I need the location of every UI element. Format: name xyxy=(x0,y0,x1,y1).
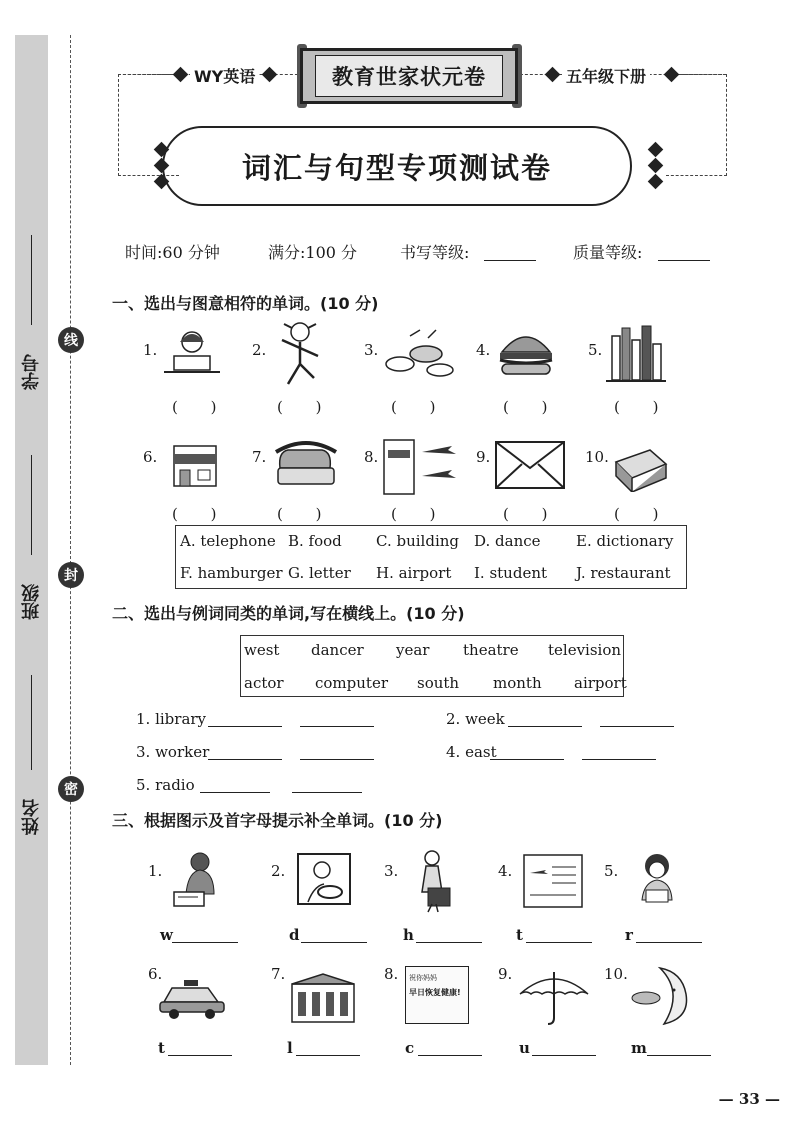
question-number: 9. xyxy=(498,965,513,983)
question-number: 7. xyxy=(271,965,286,983)
subject-tag: WY英语 xyxy=(190,64,259,87)
cut-line xyxy=(70,35,71,1065)
word-blank[interactable] xyxy=(636,928,702,943)
category-item: 2. week xyxy=(446,710,505,728)
hint-letter: u xyxy=(519,1039,530,1057)
word-bank-item: year xyxy=(396,641,430,659)
diamond-icon xyxy=(262,67,278,83)
hint-letter: t xyxy=(158,1039,165,1057)
seal-secret: 密 xyxy=(58,776,84,802)
question-number: 1. xyxy=(148,862,163,880)
page-title: 词汇与句型专项测试卷 xyxy=(162,126,632,206)
answer-blank[interactable] xyxy=(300,745,374,760)
hint-letter: m xyxy=(631,1039,647,1057)
hint-letter: w xyxy=(160,926,173,944)
options-box xyxy=(175,525,687,589)
answer-paren-7[interactable]: ( ) xyxy=(277,505,336,523)
option-item: A. telephone xyxy=(180,532,276,550)
time-info: 时间:60 分钟 xyxy=(125,243,220,262)
card-text-line2: 早日恢复健康! xyxy=(409,988,461,997)
reader-icon xyxy=(628,850,686,910)
question-number: 3. xyxy=(364,341,379,359)
question-number: 7. xyxy=(252,448,267,466)
option-item: B. food xyxy=(288,532,342,550)
header-dash-right xyxy=(666,74,727,176)
telephone-icon xyxy=(272,438,338,488)
taxi-icon xyxy=(158,972,226,1020)
answer-blank[interactable] xyxy=(208,712,282,727)
answer-blank[interactable] xyxy=(300,712,374,727)
option-item: C. building xyxy=(376,532,459,550)
ticket-icon xyxy=(522,853,584,909)
word-bank-item: actor xyxy=(244,674,284,692)
hint-letter: r xyxy=(625,926,633,944)
option-item: H. airport xyxy=(376,564,452,582)
diamond-icon xyxy=(648,158,664,174)
category-item: 3. worker xyxy=(136,743,210,761)
name-label: 姓名 xyxy=(21,799,42,835)
hint-letter: l xyxy=(287,1039,293,1057)
answer-blank[interactable] xyxy=(508,712,582,727)
word-blank[interactable] xyxy=(526,928,592,943)
word-blank[interactable] xyxy=(168,1041,232,1056)
student-icon xyxy=(160,326,224,384)
section3-title: 三、根据图示及首字母提示补全单词。(10 分) xyxy=(112,811,443,830)
word-blank[interactable] xyxy=(172,928,238,943)
series-banner xyxy=(300,48,518,104)
quality-grade-label: 质量等级: xyxy=(573,243,643,262)
student-id-label: 学号 xyxy=(21,354,42,390)
question-number: 8. xyxy=(384,965,399,983)
seal-seal: 封 xyxy=(58,562,84,588)
word-blank[interactable] xyxy=(301,928,367,943)
question-number: 1. xyxy=(143,341,158,359)
diamond-icon xyxy=(648,142,664,158)
seal-line: 线 xyxy=(58,327,84,353)
word-bank-box xyxy=(240,635,627,697)
letter-envelope-icon xyxy=(494,440,566,490)
handbag-icon xyxy=(412,848,456,914)
page-number: — 33 — xyxy=(718,1090,780,1108)
question-number: 8. xyxy=(364,448,379,466)
option-item: D. dance xyxy=(474,532,541,550)
writing-grade-label: 书写等级: xyxy=(400,243,470,262)
answer-blank[interactable] xyxy=(600,712,674,727)
option-item: I. student xyxy=(474,564,548,582)
word-blank[interactable] xyxy=(532,1041,596,1056)
word-bank-item: month xyxy=(493,674,542,692)
library-icon xyxy=(288,970,358,1026)
class-line xyxy=(31,455,32,555)
question-number: 10. xyxy=(585,448,609,466)
restaurant-icon xyxy=(170,440,220,490)
hamburger-icon xyxy=(494,326,558,384)
hint-letter: c xyxy=(405,1039,415,1057)
question-number: 6. xyxy=(148,965,163,983)
category-item: 4. east xyxy=(446,743,497,761)
category-item: 5. radio xyxy=(136,776,195,794)
option-item: G. letter xyxy=(288,564,351,582)
writing-grade-blank[interactable] xyxy=(484,246,536,261)
answer-blank[interactable] xyxy=(490,745,564,760)
airport-icon xyxy=(380,432,460,496)
question-number: 4. xyxy=(476,341,491,359)
question-number: 2. xyxy=(252,341,267,359)
answer-paren-5[interactable]: ( ) xyxy=(614,398,673,416)
card-text-line1: 祝你妈妈 xyxy=(409,974,437,982)
question-number: 6. xyxy=(143,448,158,466)
word-bank-item: theatre xyxy=(463,641,519,659)
city-buildings-icon xyxy=(606,324,666,386)
food-icon xyxy=(380,326,460,384)
question-number: 10. xyxy=(604,965,628,983)
section2-title: 二、选出与例词同类的单词,写在横线上。(10 分) xyxy=(112,604,465,623)
word-bank-item: south xyxy=(417,674,460,692)
answer-paren-1[interactable]: ( ) xyxy=(172,398,231,416)
question-number: 2. xyxy=(271,862,286,880)
word-blank[interactable] xyxy=(647,1041,711,1056)
score-info: 满分:100 分 xyxy=(268,243,358,262)
option-item: E. dictionary xyxy=(576,532,674,550)
question-number: 5. xyxy=(588,341,603,359)
diamond-icon xyxy=(648,174,664,190)
word-blank[interactable] xyxy=(296,1041,360,1056)
word-bank-item: dancer xyxy=(311,641,364,659)
section1-title: 一、选出与图意相符的单词。(10 分) xyxy=(112,294,379,313)
answer-blank[interactable] xyxy=(582,745,656,760)
class-label: 班级 xyxy=(21,584,42,620)
answer-blank[interactable] xyxy=(208,745,282,760)
question-number: 4. xyxy=(498,862,513,880)
series-title: 教育世家状元卷 xyxy=(315,55,503,97)
answer-paren-2[interactable]: ( ) xyxy=(277,398,336,416)
hint-letter: t xyxy=(516,926,523,944)
student-id-line xyxy=(31,235,32,325)
diamond-icon xyxy=(545,67,561,83)
answer-paren-3[interactable]: ( ) xyxy=(391,398,450,416)
answer-blank[interactable] xyxy=(200,778,270,793)
quality-grade-blank[interactable] xyxy=(658,246,710,261)
hint-letter: d xyxy=(289,926,300,944)
question-number: 3. xyxy=(384,862,399,880)
answer-paren-6[interactable]: ( ) xyxy=(172,505,231,523)
word-bank-item: west xyxy=(244,641,280,659)
dancer-icon xyxy=(270,320,330,390)
name-line xyxy=(31,675,32,770)
driver-icon xyxy=(296,852,352,906)
get-well-card-icon xyxy=(405,966,469,1024)
writer-icon xyxy=(168,848,228,910)
answer-paren-8[interactable]: ( ) xyxy=(391,505,450,523)
option-item: J. restaurant xyxy=(576,564,671,582)
umbrella-icon xyxy=(518,968,590,1026)
option-item: F. hamburger xyxy=(180,564,283,582)
word-bank-item: television xyxy=(548,641,622,659)
word-blank[interactable] xyxy=(418,1041,482,1056)
word-bank-item: airport xyxy=(574,674,627,692)
answer-paren-4[interactable]: ( ) xyxy=(503,398,562,416)
question-number: 9. xyxy=(476,448,491,466)
moon-icon xyxy=(630,964,690,1028)
answer-paren-10[interactable]: ( ) xyxy=(614,505,673,523)
word-blank[interactable] xyxy=(416,928,482,943)
hint-letter: h xyxy=(403,926,414,944)
dictionary-icon xyxy=(610,442,670,492)
word-bank-item: computer xyxy=(315,674,388,692)
question-number: 5. xyxy=(604,862,619,880)
answer-blank[interactable] xyxy=(292,778,362,793)
grade-tag: 五年级下册 xyxy=(562,64,650,87)
category-item: 1. library xyxy=(136,710,207,728)
answer-paren-9[interactable]: ( ) xyxy=(503,505,562,523)
